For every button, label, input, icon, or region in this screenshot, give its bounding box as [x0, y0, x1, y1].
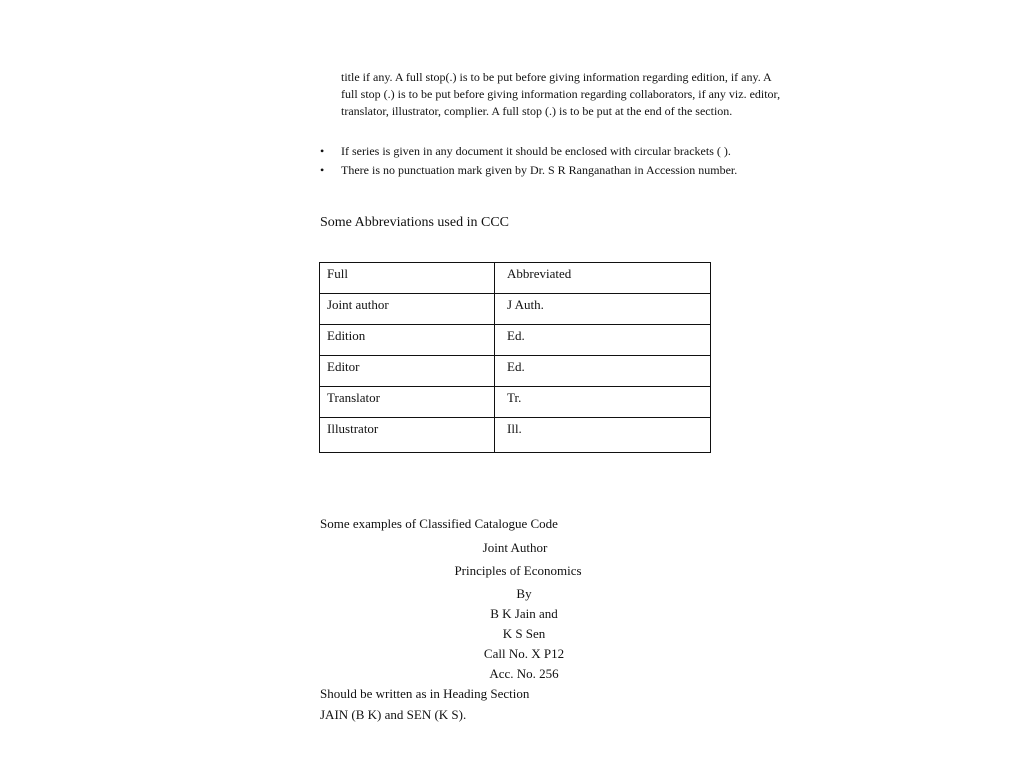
column-header-full: Full [320, 263, 495, 294]
cell-full: Edition [320, 325, 495, 356]
abbreviations-heading: Some Abbreviations used in CCC [320, 215, 509, 230]
table-header-row [320, 263, 711, 294]
bullet-list [320, 143, 780, 180]
cell-full: Translator [320, 387, 495, 418]
bullet-icon: • [320, 162, 325, 177]
cell-abbr: Tr. [495, 387, 711, 418]
example-author-2: K S Sen [502, 626, 546, 641]
column-header-abbreviated: Abbreviated [495, 263, 711, 294]
cell-abbr: Ed. [495, 325, 711, 356]
bullet-text: There is no punctuation mark given by Dr. S R Ranganathan in Accession number. [341, 162, 738, 177]
list-item [320, 143, 780, 160]
list-item [320, 162, 780, 179]
example-by: By [516, 586, 532, 601]
example-book-title: Principles of Economics [454, 563, 582, 578]
bullet-icon: • [320, 144, 325, 158]
example-call-number: Call No. X P12 [483, 646, 565, 661]
example-note: Should be written as in Heading Section [320, 686, 530, 701]
cell-abbr: Ed. [495, 356, 711, 387]
example-heading-form: JAIN (B K) and SEN (K S). [320, 707, 467, 722]
cell-full: Editor [320, 356, 495, 387]
examples-heading: Some examples of Classified Catalogue Code [320, 516, 558, 531]
cell-abbr: Ill. [495, 418, 711, 453]
intro-text: title if any. A full stop(.) is to be put before giving information regarding edition, if any. A full stop (.) is to be put before giving information regarding collaborators, if any viz. editor, translator, illustrator, complier. A full stop (.) is to be put at the end of the section. [341, 70, 781, 118]
table-row [320, 294, 711, 325]
cell-abbr: J Auth. [495, 294, 711, 325]
table-row [320, 387, 711, 418]
table-row [320, 325, 711, 356]
table-row [320, 356, 711, 387]
example-subheading: Joint Author [482, 540, 548, 555]
abbreviations-table [319, 262, 711, 453]
bullet-text: If series is given in any document it should be enclosed with circular brackets ( ). [341, 144, 731, 158]
example-author-1: B K Jain and [490, 606, 558, 621]
cell-full: Joint author [320, 294, 495, 325]
cell-full: Illustrator [320, 418, 495, 453]
intro-paragraph [341, 69, 781, 120]
table-row [320, 418, 711, 453]
example-accession-number: Acc. No. 256 [489, 666, 559, 681]
